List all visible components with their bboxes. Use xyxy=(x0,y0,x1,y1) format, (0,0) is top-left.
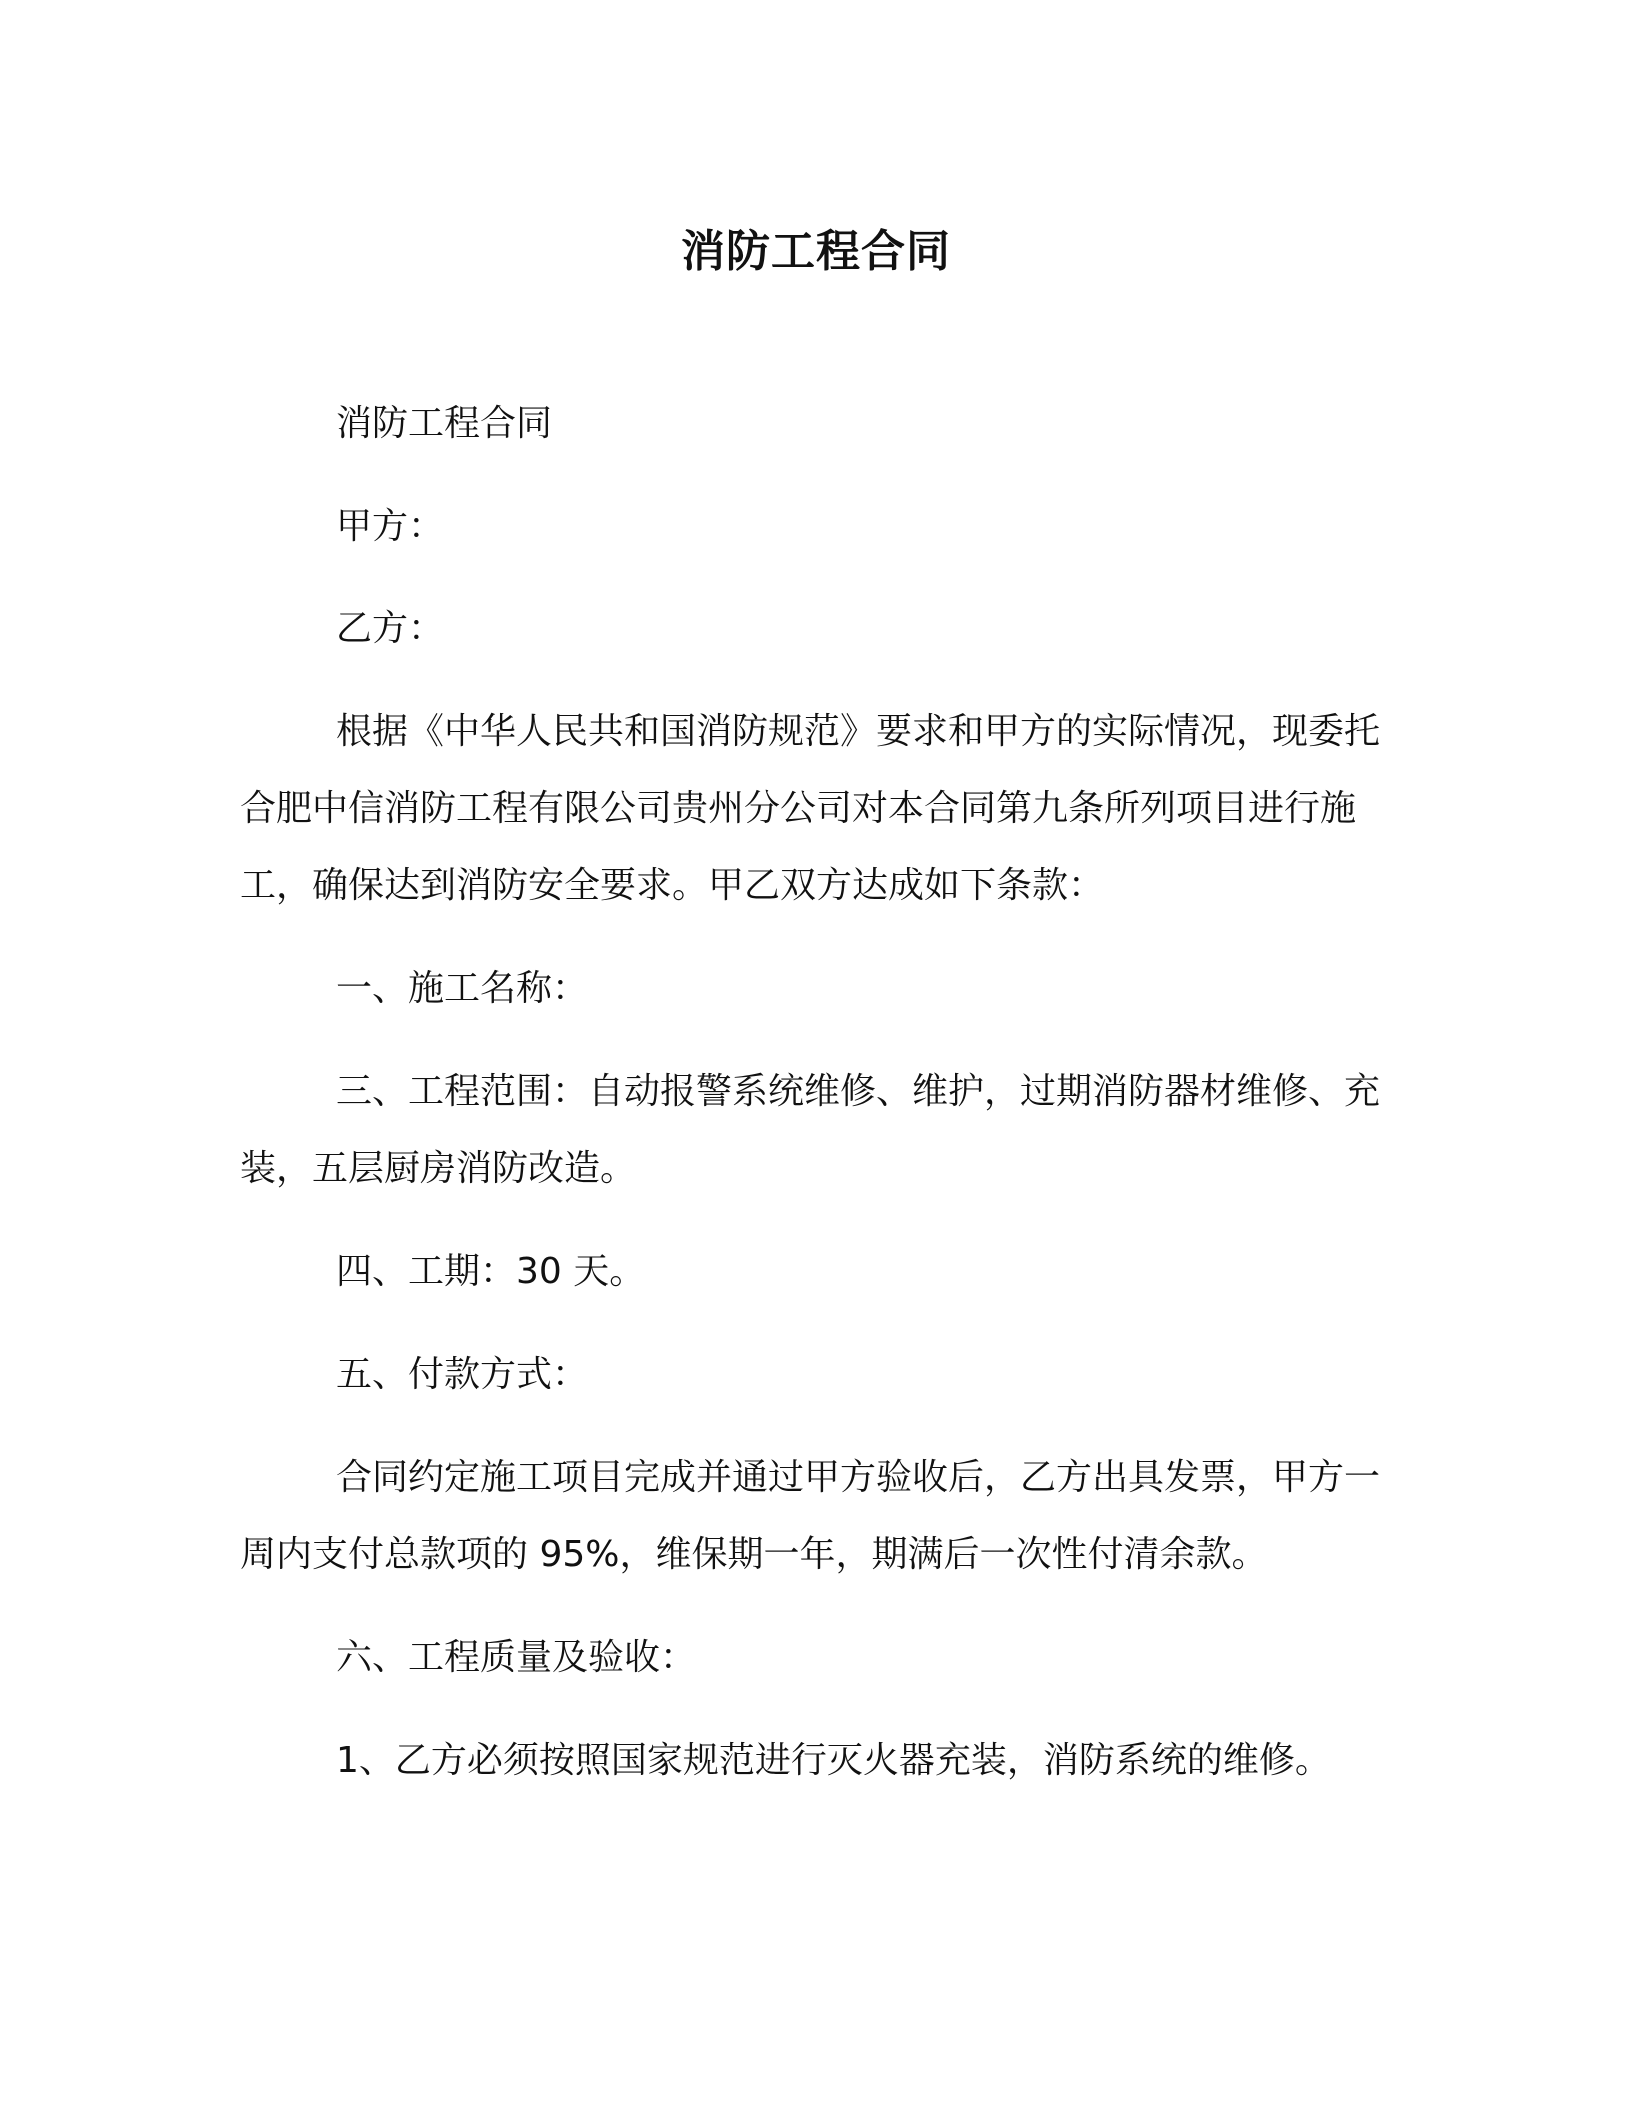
paragraph: 根据《中华人民共和国消防规范》要求和甲方的实际情况，现委托合肥中信消防工程有限公司贵州分公司对本合同第九条所列项目进行施工，确保达到消防安全要求。甲乙双方达成如下条款： xyxy=(240,711,1381,906)
paragraph: 1、乙方必须按照国家规范进行灭火器充装，消防系统的维修。 xyxy=(336,1740,1331,1781)
paragraph-party-a xyxy=(240,488,1380,565)
paragraph: 四、工期：30 天。 xyxy=(336,1251,646,1292)
paragraph-clause-3 xyxy=(240,1053,1380,1207)
paragraph: 乙方： xyxy=(336,608,445,649)
paragraph-quality-1 xyxy=(240,1722,1380,1799)
paragraph: 六、工程质量及验收： xyxy=(336,1637,697,1678)
paragraph-clause-1 xyxy=(240,950,1380,1027)
paragraph-clause-6 xyxy=(240,1619,1380,1696)
paragraph-party-b xyxy=(240,590,1380,667)
paragraph: 消防工程合同 xyxy=(336,403,553,444)
paragraph: 甲方： xyxy=(336,506,445,547)
paragraph-payment xyxy=(240,1439,1380,1593)
paragraph-clause-5 xyxy=(240,1336,1380,1413)
paragraph-subtitle xyxy=(240,385,1380,462)
paragraph: 合同约定施工项目完成并通过甲方验收后，乙方出具发票，甲方一周内支付总款项的 95%，维保期一年，期满后一次性付清余款。 xyxy=(240,1457,1381,1575)
paragraph-clause-4 xyxy=(240,1233,1380,1310)
document-title: 消防工程合同 xyxy=(681,226,951,277)
paragraph: 五、付款方式： xyxy=(336,1354,589,1395)
paragraph: 一、施工名称： xyxy=(336,968,589,1009)
paragraph-preamble xyxy=(240,693,1380,924)
paragraph: 三、工程范围：自动报警系统维修、维护，过期消防器材维修、充装，五层厨房消防改造。 xyxy=(240,1071,1381,1189)
